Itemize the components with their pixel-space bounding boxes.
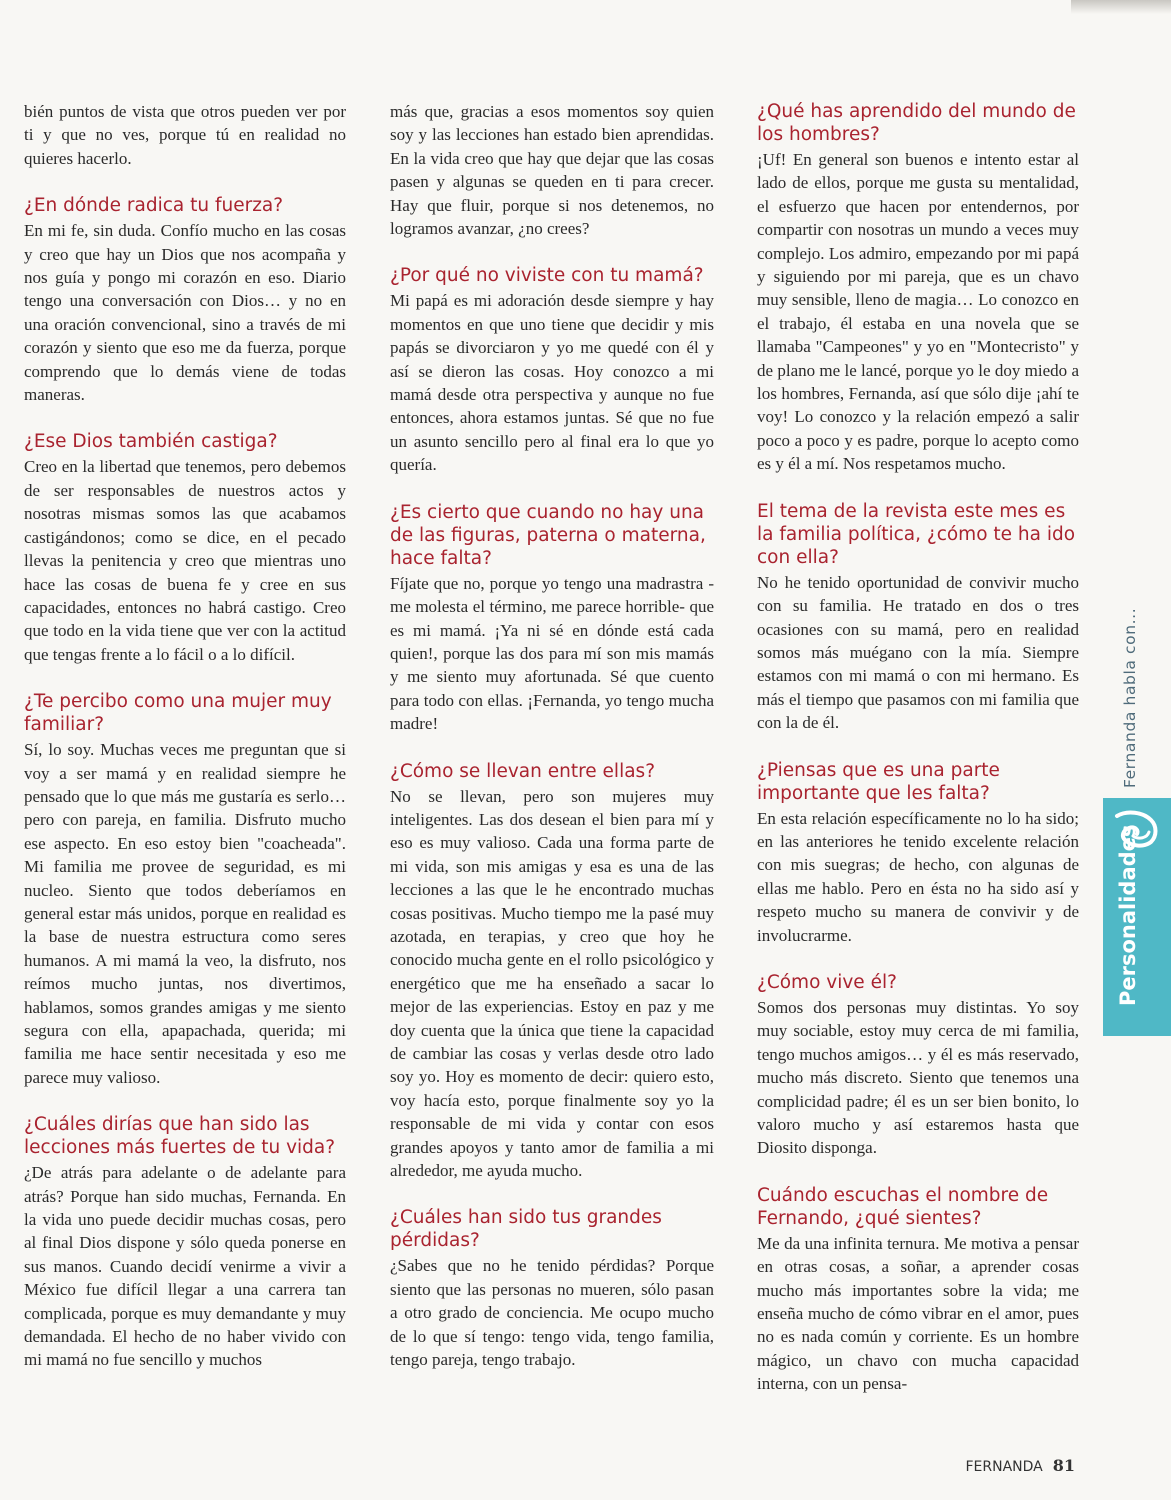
interview-answer: ¿Sabes que no he tenido pérdidas? Porque siento que las personas no mueren, sólo pasan a otro grado de conciencia. Me ocupo mucho de lo que sí tengo: tengo vida, tengo familia, tengo pareja, tengo trabajo. — [390, 1256, 714, 1370]
interview-answer: Mi papá es mi adoración desde siempre y hay momentos en que uno tiene que decidir y mis papás se divorciaron y yo me quedé con él y así se dieron las cosas. Hoy conozco a mi mamá desde otra perspectiva y aunque no fue entonces, ahora estamos juntas. Sé que no fue un asunto sencillo pero al final era lo que yo quería. — [390, 291, 714, 475]
interview-question: Cuándo escuchas el nombre de Fernando, ¿qué sientes? — [757, 1184, 1049, 1229]
interview-answer: Fíjate que no, porque yo tengo una madrastra -me molesta el término, me parece horrible- que es mi mamá. ¡Ya ni sé en dónde está cada quien!, porque las dos para mí son mis mamás y me siento muy afortunada. Sé que cuento para todo con ellas. ¡Fernanda, yo tengo mucha madre! — [390, 573, 714, 734]
text-column-1 — [24, 100, 346, 1372]
interview-question: ¿Cómo vive él? — [757, 971, 897, 993]
interview-question: ¿Cómo se llevan entre ellas? — [390, 760, 656, 782]
interview-answer: En esta relación específicamente no lo ha sido; en las anteriores he tenido excelente relación con mis suegras; de hecho, con algunas de ellas me hablo. Pero en ésta no ha sido así y respeto mucho su manera de convivir y de involucrarme. — [757, 808, 1079, 945]
interview-question: ¿Por qué no viviste con tu mamá? — [390, 265, 704, 287]
interview-answer: No se llevan, pero son mujeres muy inteligentes. Las dos desean el bien para mí y eso es muy valioso. Cada una forma parte de mi vida, son mis amigas y esa es una de las lecciones a las que le he encontrado muchas cosas positivas. Mucho tiempo me la pasé muy azotada, en terapias, y creo que hoy he conocido mucha gente en el rollo psicológico y energético que me ha enseñado a sacar lo mejor de las experiencias. Estoy en paz y me doy cuenta que la única que tiene la capacidad de cambiar las cosas y verlas desde otro lado soy yo. Hoy es momento de decir: quiero esto, voy hacía esto, porque finalmente soy yo la responsable de mi vida y contar con esos grandes apoyos y tanto amor de familia a mi alrededor, me ayuda mucho. — [390, 786, 714, 1181]
text-column-2 — [390, 100, 714, 1371]
interview-answer: Creo en la libertad que tenemos, pero debemos de ser responsables de nuestros actos y nosotras mismas somos las que acabamos castigándonos; como se dice, en el pecado llevas la penitencia y creo que mientras uno hace las cosas de buena fe y cree en sus capacidades, entonces no habrá castigo. Creo que todo en la vida tiene que ver con la actitud que tengas frente a lo fácil o a lo difícil. — [24, 457, 346, 664]
interview-answer: ¡Uf! En general son buenos e intento estar al lado de ellos, porque me gusta su mentalidad, el esfuerzo que hacen por entendernos, por compartir con nosotras un mundo a veces muy complejo. Los admiro, empezando por mi papá y siguiendo por mi pareja, que es un chavo muy sensible, lleno de magia… Lo conozco en el trabajo, él estaba en una novela que se llamaba "Campeones" y yo en "Montecristo" y de plano me le lancé, porque yo le doy miedo a los hombres, Fernanda, así que sólo dije ¡ahí te voy! Lo conozco y la relación empezó a salir poco a poco y es padre, porque lo acepto como es y él a mí. Nos respetamos mucho. — [757, 150, 1079, 474]
page-number: 81 — [1052, 1456, 1075, 1475]
interview-answer: No he tenido oportunidad de convivir mucho con su familia. He tratado en dos o tres ocasiones con su mamá, pero en realidad somos más muégano con la mía. Siempre estamos con mi mamá o con mi hermano. Es más el tiempo que pasamos con mi familia que con la de él. — [757, 572, 1079, 733]
interview-answer: En mi fe, sin duda. Confío mucho en las cosas y creo que hay un Dios que nos acompaña y nos guía y pongo mi corazón en eso. Diario tengo una conversación con Dios… y no en una oración convencional, sino a través de mi corazón y siento que eso me da fuerza, porque comprendo que lo demás viene de todas maneras. — [24, 221, 346, 405]
interview-answer: bién puntos de vista que otros pueden ver por ti y que no ves, porque tú en realidad no quieres hacerlo. — [24, 102, 346, 168]
interview-question: ¿Cuáles han sido tus grandes pérdidas? — [390, 1207, 662, 1252]
interview-answer: ¿De atrás para adelante o de adelante para atrás? Porque han sido muchas, Fernanda. En la vida uno puede decidir muchas cosas, pero al final Dios dispone y sólo queda ponerse en sus manos. Cuando decidí venirme a vivir a México fue difícil llegar a una carrera tan complicada, porque es muy demandante y muy demandada. El hecho de no haber vivido con mi mamá no fue sencillo y muchos — [24, 1163, 346, 1370]
interview-question: El tema de la revista este mes es la familia política, ¿cómo te ha ido con ella? — [757, 500, 1076, 568]
interview-answer: Somos dos personas muy distintas. Yo soy muy sociable, estoy muy cerca de mi familia, tengo muchos amigos… y él es más reservado, mucho más discreto. Siento que tenemos una complicidad padre; él es un ser bien bonito, lo valoro mucho y así estaremos hasta que Diosito disponga. — [757, 997, 1079, 1158]
interview-answer: Sí, lo soy. Muchas veces me preguntan que si voy a ser mamá y en realidad siempre he pensado que lo que más me gustaría es serlo… pero con pareja, en familia. Disfruto mucho ese aspecto. En eso estoy bien "coacheada". Mi familia me provee de seguridad, es mi nucleo. Siento que todos deberíamos en general estar más unidos, porque en realidad es la base de nuestra estructura como seres humanos. A mi mamá la veo, la disfruto, nos reímos mucho juntas, nos divertimos, hablamos, somos grandes amigas y me siento segura con ella, apapachada, querida; mi familia me hace sentir necesitada y eso me parece muy valioso. — [24, 740, 346, 1087]
interview-answer: Me da una infinita ternura. Me motiva a pensar en otras cosas, a soñar, a aprender cosas mucho más importantes sobre la vida; me enseña mucho de cómo vibrar en el amor, pues no es nada común y corriente. Es un hombre mágico, un chavo con mucha capacidad interna, con un pensa- — [757, 1233, 1079, 1394]
interview-question: ¿Te percibo como una mujer muy familiar? — [24, 691, 332, 736]
magazine-name: FERNANDA — [965, 1459, 1043, 1475]
interview-question: ¿Es cierto que cuando no hay una de las figuras, paterna o materna, hace falta? — [390, 501, 706, 569]
interview-question: ¿Qué has aprendido del mundo de los hombres? — [757, 101, 1076, 145]
interview-question: ¿Cuáles dirías que han sido las lecciones más fuertes de tu vida? — [24, 1114, 336, 1159]
interview-question: ¿Ese Dios también castiga? — [24, 431, 278, 453]
section-caption: Fernanda habla con... — [1121, 607, 1139, 788]
page-footer — [965, 1456, 1075, 1475]
interview-answer: más que, gracias a esos momentos soy quien soy y las lecciones han estado bien aprendidas. En la vida creo que hay que dejar que las cosas pasen y algunas se queden en ti para crecer. Hay que fluir, porque si nos detenemos, no logramos avanzar, ¿no crees? — [390, 102, 714, 239]
interview-question: ¿Piensas que es una parte importante que les falta? — [757, 759, 1000, 804]
section-label: Personalidades — [1116, 824, 1140, 1006]
interview-question: ¿En dónde radica tu fuerza? — [24, 195, 284, 217]
text-column-3 — [757, 100, 1079, 1396]
page-edge-shadow — [1071, 0, 1171, 14]
